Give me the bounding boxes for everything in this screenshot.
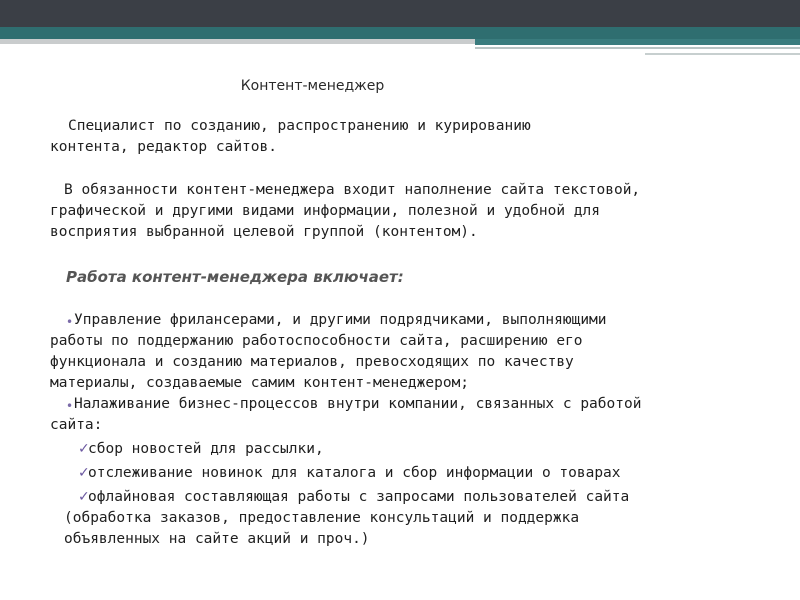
list-item-line: Управление фрилансерами, и другими подрядчиками, выполняющими [74, 312, 607, 328]
list-item-line: материалы, создаваемые самим контент-менеджером; [50, 375, 470, 391]
header-divider-line-short [645, 53, 800, 55]
round-bullet-icon: • [66, 315, 74, 329]
slide-title: Контент-менеджер [240, 78, 385, 94]
slide-content [50, 70, 750, 547]
checkmark-icon: ✓ [78, 489, 90, 505]
checkmark-icon: ✓ [78, 465, 90, 481]
list-item-line: сайта: [50, 417, 103, 433]
header-band-teal [0, 27, 800, 39]
list-item [50, 310, 750, 394]
list-item-line: работы по поддержанию работоспособности сайта, расширению его [50, 333, 583, 349]
responsibilities-list [50, 310, 750, 550]
sub-list-item [50, 439, 750, 460]
list-item-line: функционала и созданию материалов, превосходящих по качеству [50, 354, 574, 370]
definition-paragraph [50, 116, 750, 158]
header-band-gray [0, 39, 475, 44]
sub-list-item-line: сбор новостей для рассылки, [88, 441, 324, 457]
duties-paragraph [50, 180, 750, 243]
list-item-line: Налаживание бизнес-процессов внутри компании, связанных с работой [74, 396, 642, 412]
round-bullet-icon: • [66, 399, 74, 413]
duties-line: восприятия выбранной целевой группой (контентом). [50, 224, 478, 240]
sub-list-item [50, 487, 750, 550]
sub-list-item [50, 463, 750, 484]
sub-list-item-line: отслеживание новинок для каталога и сбор информации о товарах [88, 465, 621, 481]
sub-list-item-line: офлайновая составляющая работы с запросами пользователей сайта [88, 489, 630, 505]
list-item [50, 394, 750, 436]
sub-list-item-line: (обработка заказов, предоставление консультаций и поддержка [64, 510, 580, 526]
header-divider-line [475, 47, 800, 49]
definition-line: контента, редактор сайтов. [50, 139, 277, 155]
header-band-dark [0, 0, 800, 27]
definition-line: Специалист по созданию, распространению и курированию [68, 118, 531, 134]
duties-line: В обязанности контент-менеджера входит наполнение сайта текстовой, [64, 182, 641, 198]
section-subheading: Работа контент-менеджера включает: [66, 268, 404, 286]
header-band-accent [475, 39, 800, 45]
sub-list-item-line: объявленных на сайте акций и проч.) [64, 531, 370, 547]
duties-line: графической и другими видами информации, полезной и удобной для [50, 203, 600, 219]
checkmark-icon: ✓ [78, 441, 90, 457]
